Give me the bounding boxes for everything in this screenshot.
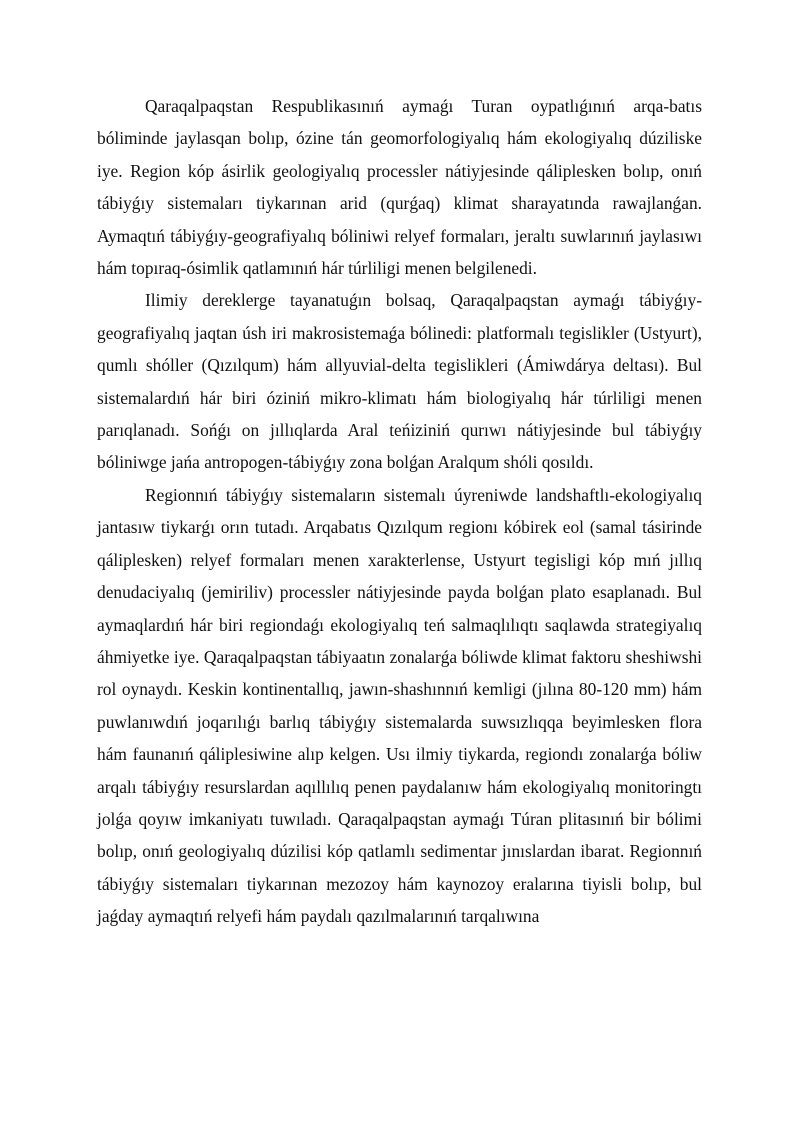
- paragraph-2: Ilimiy dereklerge tayanatuǵın bolsaq, Qaraqalpaqstan aymaǵı tábiyǵıy-geografiyalıq jaqtan úsh iri makrosistemaǵa bólinedi: platformalı tegislikler (Ustyurt), qumlı shóller (Qızılqum) hám allyuvial-delta tegislikleri (Ámiwdárya deltası). Bul sistemalardıń hár biri óziniń mikro-klimatı hám biologiyalıq hár túrliligi menen parıqlanadı. Sońǵı on jıllıqlarda Aral teńiziniń qurıwı nátiyjesinde bul tábiyǵıy bóliniwge jańa antropogen-tábiyǵıy zona bolǵan Aralqum shóli qosıldı.: [97, 290, 702, 473]
- paragraph-3: Regionnıń tábiyǵıy sistemaların sistemalı úyreniwde landshaftlı-ekologiyalıq jantasıw tiykarǵı orın tutadı. Arqabatıs Qızılqum regionı kóbirek eol (samal tásirinde qáliplesken) relyef formaları menen xarakterlense, Ustyurt tegisligi kóp mıń jıllıq denudaciyalıq (jemiriliv) processler nátiyjesinde payda bolǵan plato esaplanadı. Bul aymaqlardıń hár biri regiondaǵı ekologiyalıq teń salmaqlılıqtı saqlawda strategiyalıq áhmiyetke iye. Qaraqalpaqstan tábiyaatın zonalarǵa bóliwde klimat faktoru sheshiwshi rol oynaydı. Keskin kontinentallıq, jawın-shashınnıń kemligi (jılına 80-120 mm) hám puwlanıwdıń joqarılıǵı barlıq tábiyǵıy sistemalarda suwsızlıqqa beyimlesken flora hám faunanıń qáliplesiwine alıp kelgen. Usı ilmiy tiykarda, regiondı zonalarǵa bóliw arqalı tábiyǵıy resurslardan aqıllılıq penen paydalanıw hám ekologiyalıq monitoringtı jolǵa qoyıw imkaniyatı tuwıladı. Qaraqalpaqstan aymaǵı Túran plitasınıń bir bólimi bolıp, onıń geologiyalıq dúzilisi kóp qatlamlı sedimentar jınıslardan ibarat. Regionnıń tábiyǵıy sistemaları tiykarınan mezozoy hám kaynozoy eralarına tiyisli bolıp, bul jaǵday aymaqtıń relyefi hám paydalı qazılmalarınıń tarqalıwına: [97, 484, 702, 927]
- paragraph-1: Qaraqalpaqstan Respublikasınıń aymaǵı Turan oypatlıǵınıń arqa-batıs bóliminde jaylasqan bolıp, ózine tán geomorfologiyalıq hám ekologiyalıq dúziliske iye. Region kóp ásirlik geologiyalıq processler nátiyjesinde qáliplesken bolıp, onıń tábiyǵıy sistemaları tiykarınan arid (qurǵaq) klimat sharayatında rawajlanǵan. Aymaqtıń tábiyǵıy-geografiyalıq bóliniwi relyef formaları, jeraltı suwlarınıń jaylasıwı hám topıraq-ósimlik qatlamınıń hár túrliligi menen belgilenedi.: [97, 96, 702, 279]
- document-page: [97, 90, 702, 933]
